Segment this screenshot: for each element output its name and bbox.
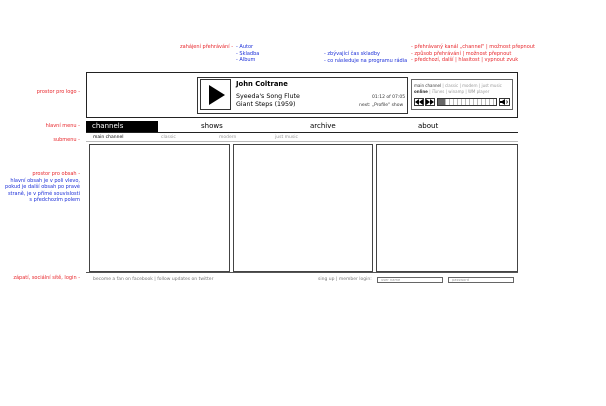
nav-about[interactable]: about	[418, 122, 439, 130]
mode-selected[interactable]: online	[414, 89, 428, 94]
nav-archive[interactable]: archive	[310, 122, 336, 130]
prev-button[interactable]	[414, 98, 424, 106]
password-input[interactable]: password	[448, 277, 514, 283]
speaker-icon	[500, 99, 509, 105]
next-program: next: „Profile" show	[359, 103, 404, 108]
submenu-main-channel[interactable]: main channel	[93, 135, 124, 140]
nav-underline	[86, 132, 518, 133]
submenu-classic[interactable]: classic	[161, 135, 176, 140]
annotation-track-info: - Autor - Skladba - Album	[236, 44, 260, 64]
mode-switch[interactable]	[414, 89, 489, 94]
track-title: Syeeda's Song Flute	[236, 93, 300, 100]
username-input[interactable]: user name	[377, 277, 443, 283]
main-nav	[86, 121, 518, 132]
channel-selected[interactable]: main channel	[414, 83, 442, 88]
play-button[interactable]	[200, 79, 231, 110]
annotation-logo: prostor pro logo -	[36, 89, 80, 95]
content-panel-middle	[233, 144, 373, 272]
annotation-time-info: - zbývající čas skladby - co následuje na programu rádia	[324, 51, 408, 64]
annotation-player-controls: - přehrávaný kanál „channel" | možnost přepnout - způsob přehrávání | možnost přepnout - předchozí, další | hlasitost | vypnout zvuk	[411, 44, 535, 64]
nav-shows[interactable]: shows	[201, 122, 223, 130]
next-icon	[426, 99, 434, 105]
album-title: Giant Steps (1959)	[236, 101, 296, 108]
annotation-content: prostor pro obsah - hlavní obsah je v poli vlevo, pokud je další obsah po pravé straně, je v přímé souvislosti s předchozím polem	[5, 171, 80, 204]
annotation-footer: zápatí, sociální sítě, login -	[13, 275, 80, 281]
volume-fill	[438, 99, 445, 105]
annotation-main-menu: hlavní menu -	[45, 123, 80, 129]
submenu-underline	[86, 141, 518, 142]
annotation-start-playback: zahájení přehrávání -	[180, 44, 233, 50]
artist-name: John Coltrane	[236, 80, 288, 88]
content-panel-main	[89, 144, 230, 272]
channel-options[interactable]: | classic | modern | just music	[442, 83, 502, 88]
nav-channels[interactable]: channels	[86, 121, 158, 132]
next-button[interactable]	[425, 98, 435, 106]
mode-options[interactable]: | iTunes | winamp | WM player	[429, 89, 490, 94]
channel-switch[interactable]	[414, 83, 502, 88]
login-label[interactable]: sing up | member login:	[318, 277, 372, 282]
mute-button[interactable]	[499, 98, 510, 106]
content-panel-right	[376, 144, 518, 272]
volume-slider[interactable]	[437, 98, 497, 106]
annotation-submenu: submenu -	[53, 137, 80, 143]
footer-divider	[86, 272, 518, 273]
prev-icon	[415, 99, 423, 105]
submenu-modern[interactable]: modern	[219, 135, 237, 140]
social-links[interactable]: become a fan on facebook | follow updates on twitter	[93, 277, 214, 282]
time-remaining: 01:12 of 07:05	[372, 95, 406, 100]
submenu-just-music[interactable]: just music	[275, 135, 298, 140]
